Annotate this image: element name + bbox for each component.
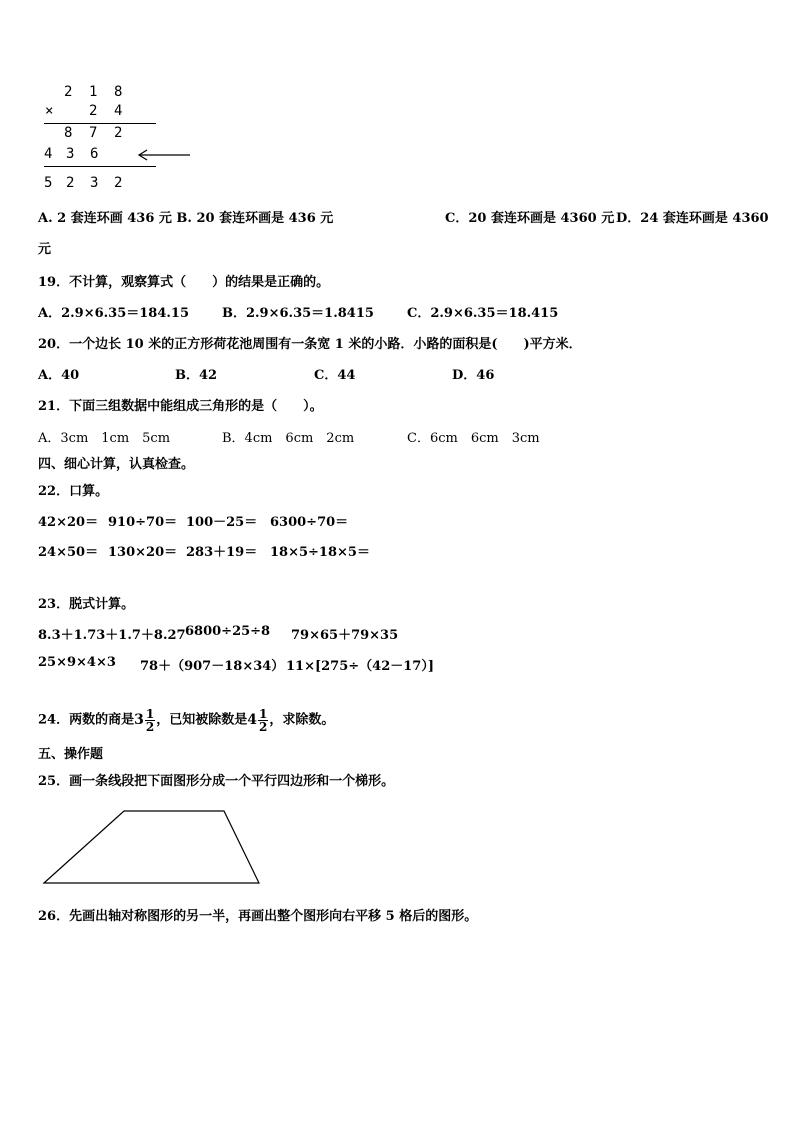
mixed-number-integer: 4 [247, 712, 257, 728]
oral-calc-item: 910÷70＝ [108, 515, 178, 530]
option-b: B．42 [175, 368, 218, 383]
option-a: A．3cm 1cm 5cm [38, 431, 171, 446]
oral-calc-item: 6300÷70＝ [270, 515, 349, 530]
question-24-text: ，已知被除数是 [156, 712, 248, 728]
partial-product-digit: 6 [90, 146, 99, 162]
calc-expression: 79×65＋79×35 [291, 628, 399, 643]
question-22-stem: 22．口算。 [38, 484, 109, 499]
result-digit: 5 [44, 175, 53, 191]
calc-expression: 6800÷25÷8 [185, 624, 271, 639]
oral-calc-item: 283＋19＝ [186, 545, 258, 560]
option-c: C．44 [314, 368, 356, 383]
partial-product-digit: 3 [66, 146, 75, 162]
option-c: C．6cm 6cm 3cm [407, 431, 540, 446]
fraction [145, 708, 155, 733]
question-23-stem: 23．脱式计算。 [38, 597, 135, 612]
section-heading: 四、细心计算，认真检查。 [38, 457, 195, 472]
multiply-sign: × [45, 103, 54, 119]
question-24-text: 24．两数的商是 [38, 712, 135, 728]
option-c: C．20 套连环画是 4360 元 [445, 211, 615, 226]
fraction-denominator: 2 [145, 719, 155, 734]
oral-calc-item: 100－25＝ [186, 515, 258, 530]
option-a: A．2.9×6.35＝184.15 [38, 306, 190, 321]
multiplicand-digit: 2 [64, 84, 73, 100]
calc-expression: 8.3＋1.73＋1.7＋8.27 [38, 628, 186, 643]
multiplier-digit: 4 [114, 103, 123, 119]
option-d: D．46 [452, 368, 495, 383]
partial-product-digit: 8 [64, 125, 73, 141]
section-heading: 五、操作题 [38, 747, 104, 762]
oral-calc-item: 18×5÷18×5＝ [270, 545, 370, 560]
sum-line [44, 166, 156, 167]
oral-calc-item: 24×50＝ [38, 545, 99, 560]
question-20-stem: 20．一个边长 10 米的正方形荷花池周围有一条宽 1 米的小路．小路的面积是( )平方米． [38, 337, 582, 352]
partial-product-digit: 4 [44, 146, 53, 162]
arrow-left-icon [136, 148, 192, 162]
question-19-stem: 19．不计算，观察算式（ ）的结果是正确的。 [38, 275, 330, 290]
option-b: B．4cm 6cm 2cm [222, 431, 355, 446]
result-digit: 3 [90, 175, 99, 191]
oral-calc-item: 130×20＝ [108, 545, 178, 560]
calc-expression: 25×9×4×3 [38, 655, 116, 670]
question-21-stem: 21．下面三组数据中能组成三角形的是（ ）。 [38, 399, 323, 414]
calc-expression: 78＋（907－18×34） [140, 659, 285, 674]
multiplier-digit: 2 [89, 103, 98, 119]
multiplicand-digit: 1 [89, 84, 98, 100]
multiplicand-digit: 8 [114, 84, 123, 100]
mixed-number-integer: 3 [134, 712, 144, 728]
trapezoid-figure [40, 808, 266, 888]
question-25-stem: 25．画一条线段把下面图形分成一个平行四边形和一个梯形。 [38, 774, 395, 789]
fraction [258, 708, 268, 733]
calc-expression: 11×[275÷（42－17）] [286, 659, 434, 674]
fraction-denominator: 2 [258, 719, 268, 734]
question-24 [38, 703, 334, 738]
option-c: C．2.9×6.35＝18.415 [407, 306, 559, 321]
partial-product-digit: 2 [114, 125, 123, 141]
option-a: A. 2 套连环画 436 元 B. 20 套连环画是 436 元 [38, 211, 334, 226]
option-d: D．24 套连环画是 4360 [616, 211, 769, 226]
fraction-numerator: 1 [145, 706, 155, 721]
result-digit: 2 [66, 175, 75, 191]
result-digit: 2 [114, 175, 123, 191]
option-b: B．2.9×6.35＝1.8415 [222, 306, 374, 321]
option-d-continuation: 元 [38, 242, 52, 257]
question-24-text: ，求除数。 [269, 712, 335, 728]
fraction-numerator: 1 [258, 706, 268, 721]
question-26-stem: 26．先画出轴对称图形的另一半，再画出整个图形向右平移 5 格后的图形。 [38, 909, 478, 924]
option-a: A．40 [38, 368, 80, 383]
oral-calc-item: 42×20＝ [38, 515, 99, 530]
partial-product-digit: 7 [89, 125, 98, 141]
sum-line [44, 123, 156, 124]
